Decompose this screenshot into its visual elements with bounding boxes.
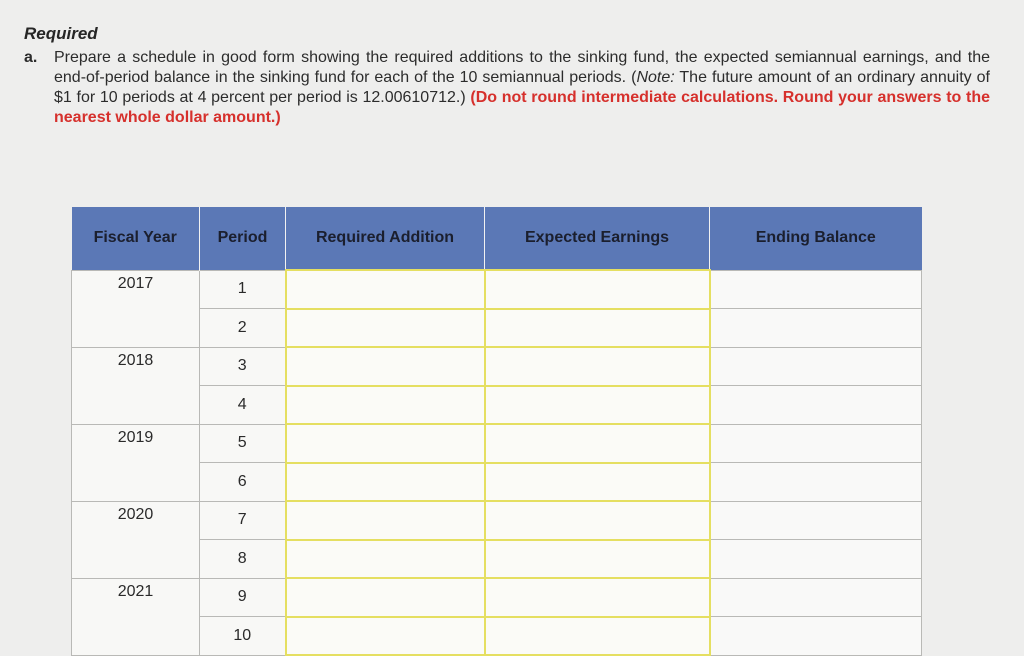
expected-earnings-input[interactable] [485,424,710,463]
period-cell: 4 [200,386,286,425]
required-addition-input[interactable] [286,540,485,579]
ending-balance-cell [710,617,922,656]
fiscal-year-cell [72,617,200,656]
period-cell: 3 [200,347,286,386]
table-row [72,463,922,502]
period-cell: 1 [200,270,286,309]
table-row [72,540,922,579]
expected-earnings-input[interactable] [485,309,710,348]
period-cell: 10 [200,617,286,656]
question-text-part1: Prepare a schedule in good form showing the required additions to the sinking fund, the expected semiannual earnings, and the end-of-period balance in the sinking fund for each of the 10 semiannual periods. ( [54,49,990,86]
header-fiscal-year: Fiscal Year [72,207,200,270]
ending-balance-cell [710,347,922,386]
required-addition-input[interactable] [286,578,485,617]
ending-balance-cell [710,463,922,502]
ending-balance-cell [710,501,922,540]
section-heading: Required [24,24,98,43]
expected-earnings-input[interactable] [485,540,710,579]
expected-earnings-input[interactable] [485,617,710,656]
sinking-fund-schedule-table [71,207,922,656]
expected-earnings-input[interactable] [485,501,710,540]
table-body [72,270,922,655]
question-a [24,48,990,128]
ending-balance-cell [710,540,922,579]
table-row [72,578,922,617]
required-addition-input[interactable] [286,309,485,348]
header-ending-balance: Ending Balance [710,207,922,270]
fiscal-year-cell: 2021 [72,578,200,617]
header-expected-earnings: Expected Earnings [485,207,710,270]
note-label: Note: [636,69,675,86]
ending-balance-cell [710,386,922,425]
ending-balance-cell [710,578,922,617]
table-row [72,617,922,656]
fiscal-year-cell [72,309,200,348]
required-addition-input[interactable] [286,270,485,309]
period-cell: 7 [200,501,286,540]
rounding-instruction: (Do not round intermediate calculations. Round your answers to the nearest whole dollar amount.) [54,89,990,126]
period-cell: 8 [200,540,286,579]
table-row [72,309,922,348]
table-header-row [72,207,922,270]
period-cell: 5 [200,424,286,463]
expected-earnings-input[interactable] [485,578,710,617]
required-addition-input[interactable] [286,347,485,386]
table-row [72,347,922,386]
header-period: Period [200,207,286,270]
table-row [72,386,922,425]
expected-earnings-input[interactable] [485,270,710,309]
period-cell: 6 [200,463,286,502]
fiscal-year-cell: 2019 [72,424,200,463]
required-addition-input[interactable] [286,424,485,463]
fiscal-year-cell: 2020 [72,501,200,540]
fiscal-year-cell: 2018 [72,347,200,386]
required-addition-input[interactable] [286,463,485,502]
question-text [54,48,990,128]
table-row [72,501,922,540]
expected-earnings-input[interactable] [485,386,710,425]
fiscal-year-cell [72,463,200,502]
required-addition-input[interactable] [286,501,485,540]
fiscal-year-cell [72,386,200,425]
question-text-part2: The future amount of an ordinary annuity of $1 for 10 periods at 4 percent per period is 12.00610712.) [54,69,990,106]
fiscal-year-cell [72,540,200,579]
period-cell: 9 [200,578,286,617]
required-addition-input[interactable] [286,617,485,656]
table-row [72,270,922,309]
table-row [72,424,922,463]
ending-balance-cell [710,270,922,309]
expected-earnings-input[interactable] [485,347,710,386]
question-letter: a. [24,49,38,66]
fiscal-year-cell: 2017 [72,270,200,309]
header-required-addition: Required Addition [286,207,485,270]
ending-balance-cell [710,309,922,348]
required-addition-input[interactable] [286,386,485,425]
period-cell: 2 [200,309,286,348]
expected-earnings-input[interactable] [485,463,710,502]
ending-balance-cell [710,424,922,463]
